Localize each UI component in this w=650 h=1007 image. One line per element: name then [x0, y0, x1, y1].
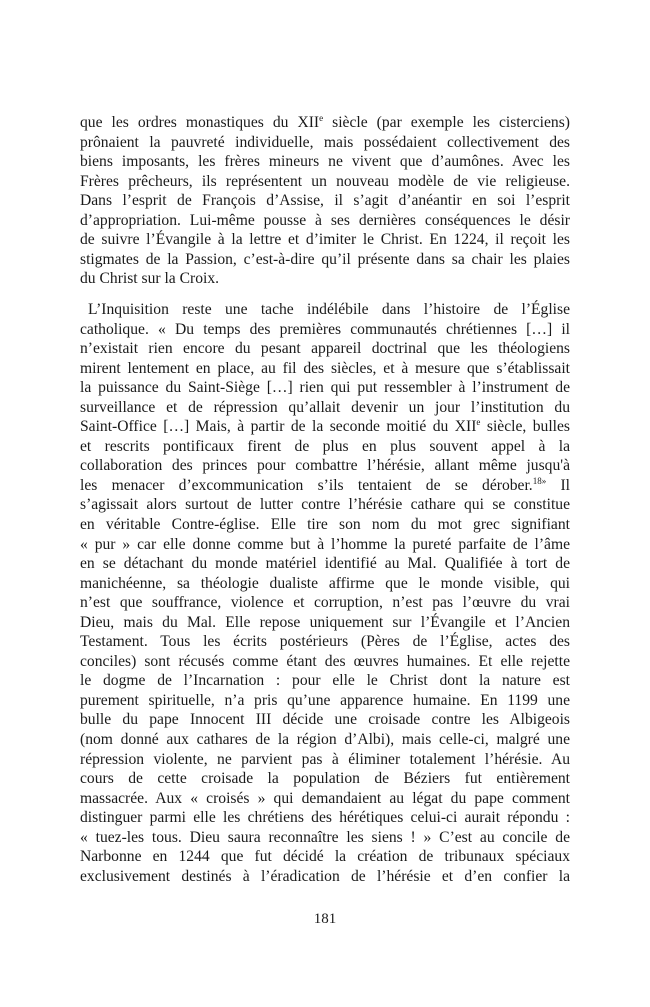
text-line — [80, 769, 570, 789]
text-segment: collaboration des princes pour combattre l’hérésie, allant même jusqu'à — [80, 457, 570, 475]
text-line — [80, 456, 570, 476]
text-segment: Il — [546, 476, 570, 494]
text-segment: Dieu, mais du Mal. Elle repose uniquement sur l’Évangile et l’Ancien — [80, 613, 570, 631]
text-segment: Dans l’esprit de François d’Assise, il s’agit d’anéantir en soi l’esprit — [80, 192, 570, 210]
text-segment: mirent lentement en place, au fil des siècles, et à mesure que s’établissait — [80, 359, 570, 377]
text-segment: les menacer d’excommunication s’ils tentaient de se dérober. — [80, 476, 533, 494]
text-line — [80, 398, 570, 418]
text-segment: d’appropriation. Lui-même pousse à ses dernières conséquences le désir — [80, 211, 570, 229]
text-line — [80, 710, 570, 730]
text-segment: cours de cette croisade la population de Béziers fut entièrement — [80, 770, 570, 788]
text-line — [80, 691, 570, 711]
text-segment: massacrée. Aux « croisés » qui demandaient au légat du pape comment — [80, 789, 570, 807]
text-segment: en véritable Contre-église. Elle tire son nom du mot grec signifiant — [80, 516, 570, 534]
text-segment: de suivre l’Évangile à la lettre et d’imiter le Christ. En 1224, il reçoit les — [80, 231, 570, 249]
paragraph-1 — [80, 113, 570, 289]
text-line — [80, 269, 570, 289]
text-line — [80, 789, 570, 809]
text-line — [80, 535, 570, 555]
text-segment: conciles) sont récusés comme étant des œuvres humaines. Et elle rejette — [80, 652, 570, 670]
page-number: 181 — [313, 911, 337, 927]
superscript: e — [319, 113, 324, 123]
text-line — [80, 172, 570, 192]
text-segment: siècle (par exemple les cisterciens) — [323, 114, 570, 131]
text-segment: s’agissait alors surtout de lutter contre l’hérésie cathare qui se constitue — [80, 496, 570, 514]
text-segment: purement spirituelle, n’a pris qu’une apparence humaine. En 1199 une — [80, 691, 570, 709]
text-segment: Narbonne en 1244 que fut décidé la création de tribunaux spéciaux — [80, 848, 570, 866]
text-line — [80, 515, 570, 535]
text-line — [80, 378, 570, 398]
text-line — [80, 113, 570, 133]
text-segment: Testament. Tous les écrits postérieurs (Pères de l’Église, actes des — [80, 633, 570, 651]
superscript: e — [476, 417, 481, 428]
text-line — [80, 417, 570, 437]
text-line — [80, 152, 570, 172]
text-line — [80, 808, 570, 828]
text-segment: n’est que souffrance, violence et corruption, n’est pas l’œuvre du vrai — [80, 594, 570, 612]
text-line — [80, 191, 570, 211]
text-line — [80, 250, 570, 270]
text-line — [80, 320, 570, 340]
text-line — [80, 652, 570, 672]
text-line — [80, 476, 570, 496]
superscript: 18» — [532, 475, 547, 486]
text-segment: bulle du pape Innocent III décide une croisade contre les Albigeois — [80, 711, 570, 729]
text-segment: la puissance du Saint-Siège […] rien qui put ressembler à l’instrument de — [80, 379, 570, 397]
text-segment: répression violente, ne parvient pas à éliminer totalement l’hérésie. Au — [80, 750, 570, 768]
text-segment: que les ordres monastiques du XII — [80, 114, 320, 131]
text-line — [80, 339, 570, 359]
text-segment: Frères prêcheurs, ils représentent un nouveau modèle de vie religieuse. — [80, 172, 570, 190]
text-segment: distinguer parmi elle les chrétiens des hérétiques celui-ci aurait répondu : — [80, 809, 570, 827]
text-line — [80, 847, 570, 867]
text-segment: stigmates de la Passion, c’est-à-dire qu’il présente dans sa chair les plaies — [80, 250, 570, 268]
text-segment: catholique. « Du temps des premières communautés chrétiennes […] il — [80, 320, 570, 338]
text-line — [80, 437, 570, 457]
text-line — [80, 554, 570, 574]
text-line — [80, 211, 570, 231]
text-line — [80, 613, 570, 633]
text-segment: biens imposants, les frères mineurs ne vivent que d’aumônes. Avec les — [80, 153, 570, 171]
text-segment: exclusivement destinés à l’éradication de l’hérésie et d’en confier la — [80, 867, 570, 885]
text-line — [80, 230, 570, 250]
text-segment: « tuez-les tous. Dieu saura reconnaître les siens ! » C’est au concile de — [80, 828, 570, 846]
text-line — [80, 593, 570, 613]
text-segment: le dogme de l’Incarnation : pour elle le Christ dont la nature est — [80, 672, 570, 690]
text-line — [80, 133, 570, 153]
text-segment: du Christ sur la Croix. — [80, 270, 220, 288]
text-line — [80, 750, 570, 770]
text-segment: L’Inquisition reste une tache indélébile dans l’histoire de l’Église — [88, 301, 570, 318]
text-line — [80, 828, 570, 848]
text-line — [80, 574, 570, 594]
text-line — [80, 730, 570, 750]
text-segment: en se détachant du monde matériel identifié au Mal. Qualifiée à tort de — [80, 555, 570, 573]
text-line — [80, 632, 570, 652]
text-line — [80, 300, 570, 320]
text-segment: et rescrits pontificaux firent de plus en plus souvent appel à la — [80, 437, 570, 455]
text-segment: Saint-Office […] Mais, à partir de la seconde moitié du XII — [80, 418, 477, 436]
text-segment: n’existait rien encore du pesant appareil doctrinal que les théologiens — [80, 340, 570, 358]
text-segment: siècle, bulles — [480, 418, 570, 436]
text-segment: surveillance et de répression qu’allait devenir un jour l’institution du — [80, 398, 570, 416]
text-segment: prônaient la pauvreté individuelle, mais possédaient collectivement des — [80, 133, 570, 151]
text-line — [80, 495, 570, 515]
paragraph-2 — [80, 300, 570, 886]
text-line — [80, 359, 570, 379]
text-segment: « pur » car elle donne comme but à l’homme la pureté parfaite de l’âme — [80, 535, 570, 553]
text-segment: (nom donné aux cathares de la région d’Albi), mais celle-ci, malgré une — [80, 731, 570, 749]
text-segment: manichéenne, sa théologie dualiste affirme que le monde visible, qui — [80, 574, 570, 592]
text-line — [80, 671, 570, 691]
text-line — [80, 867, 570, 887]
